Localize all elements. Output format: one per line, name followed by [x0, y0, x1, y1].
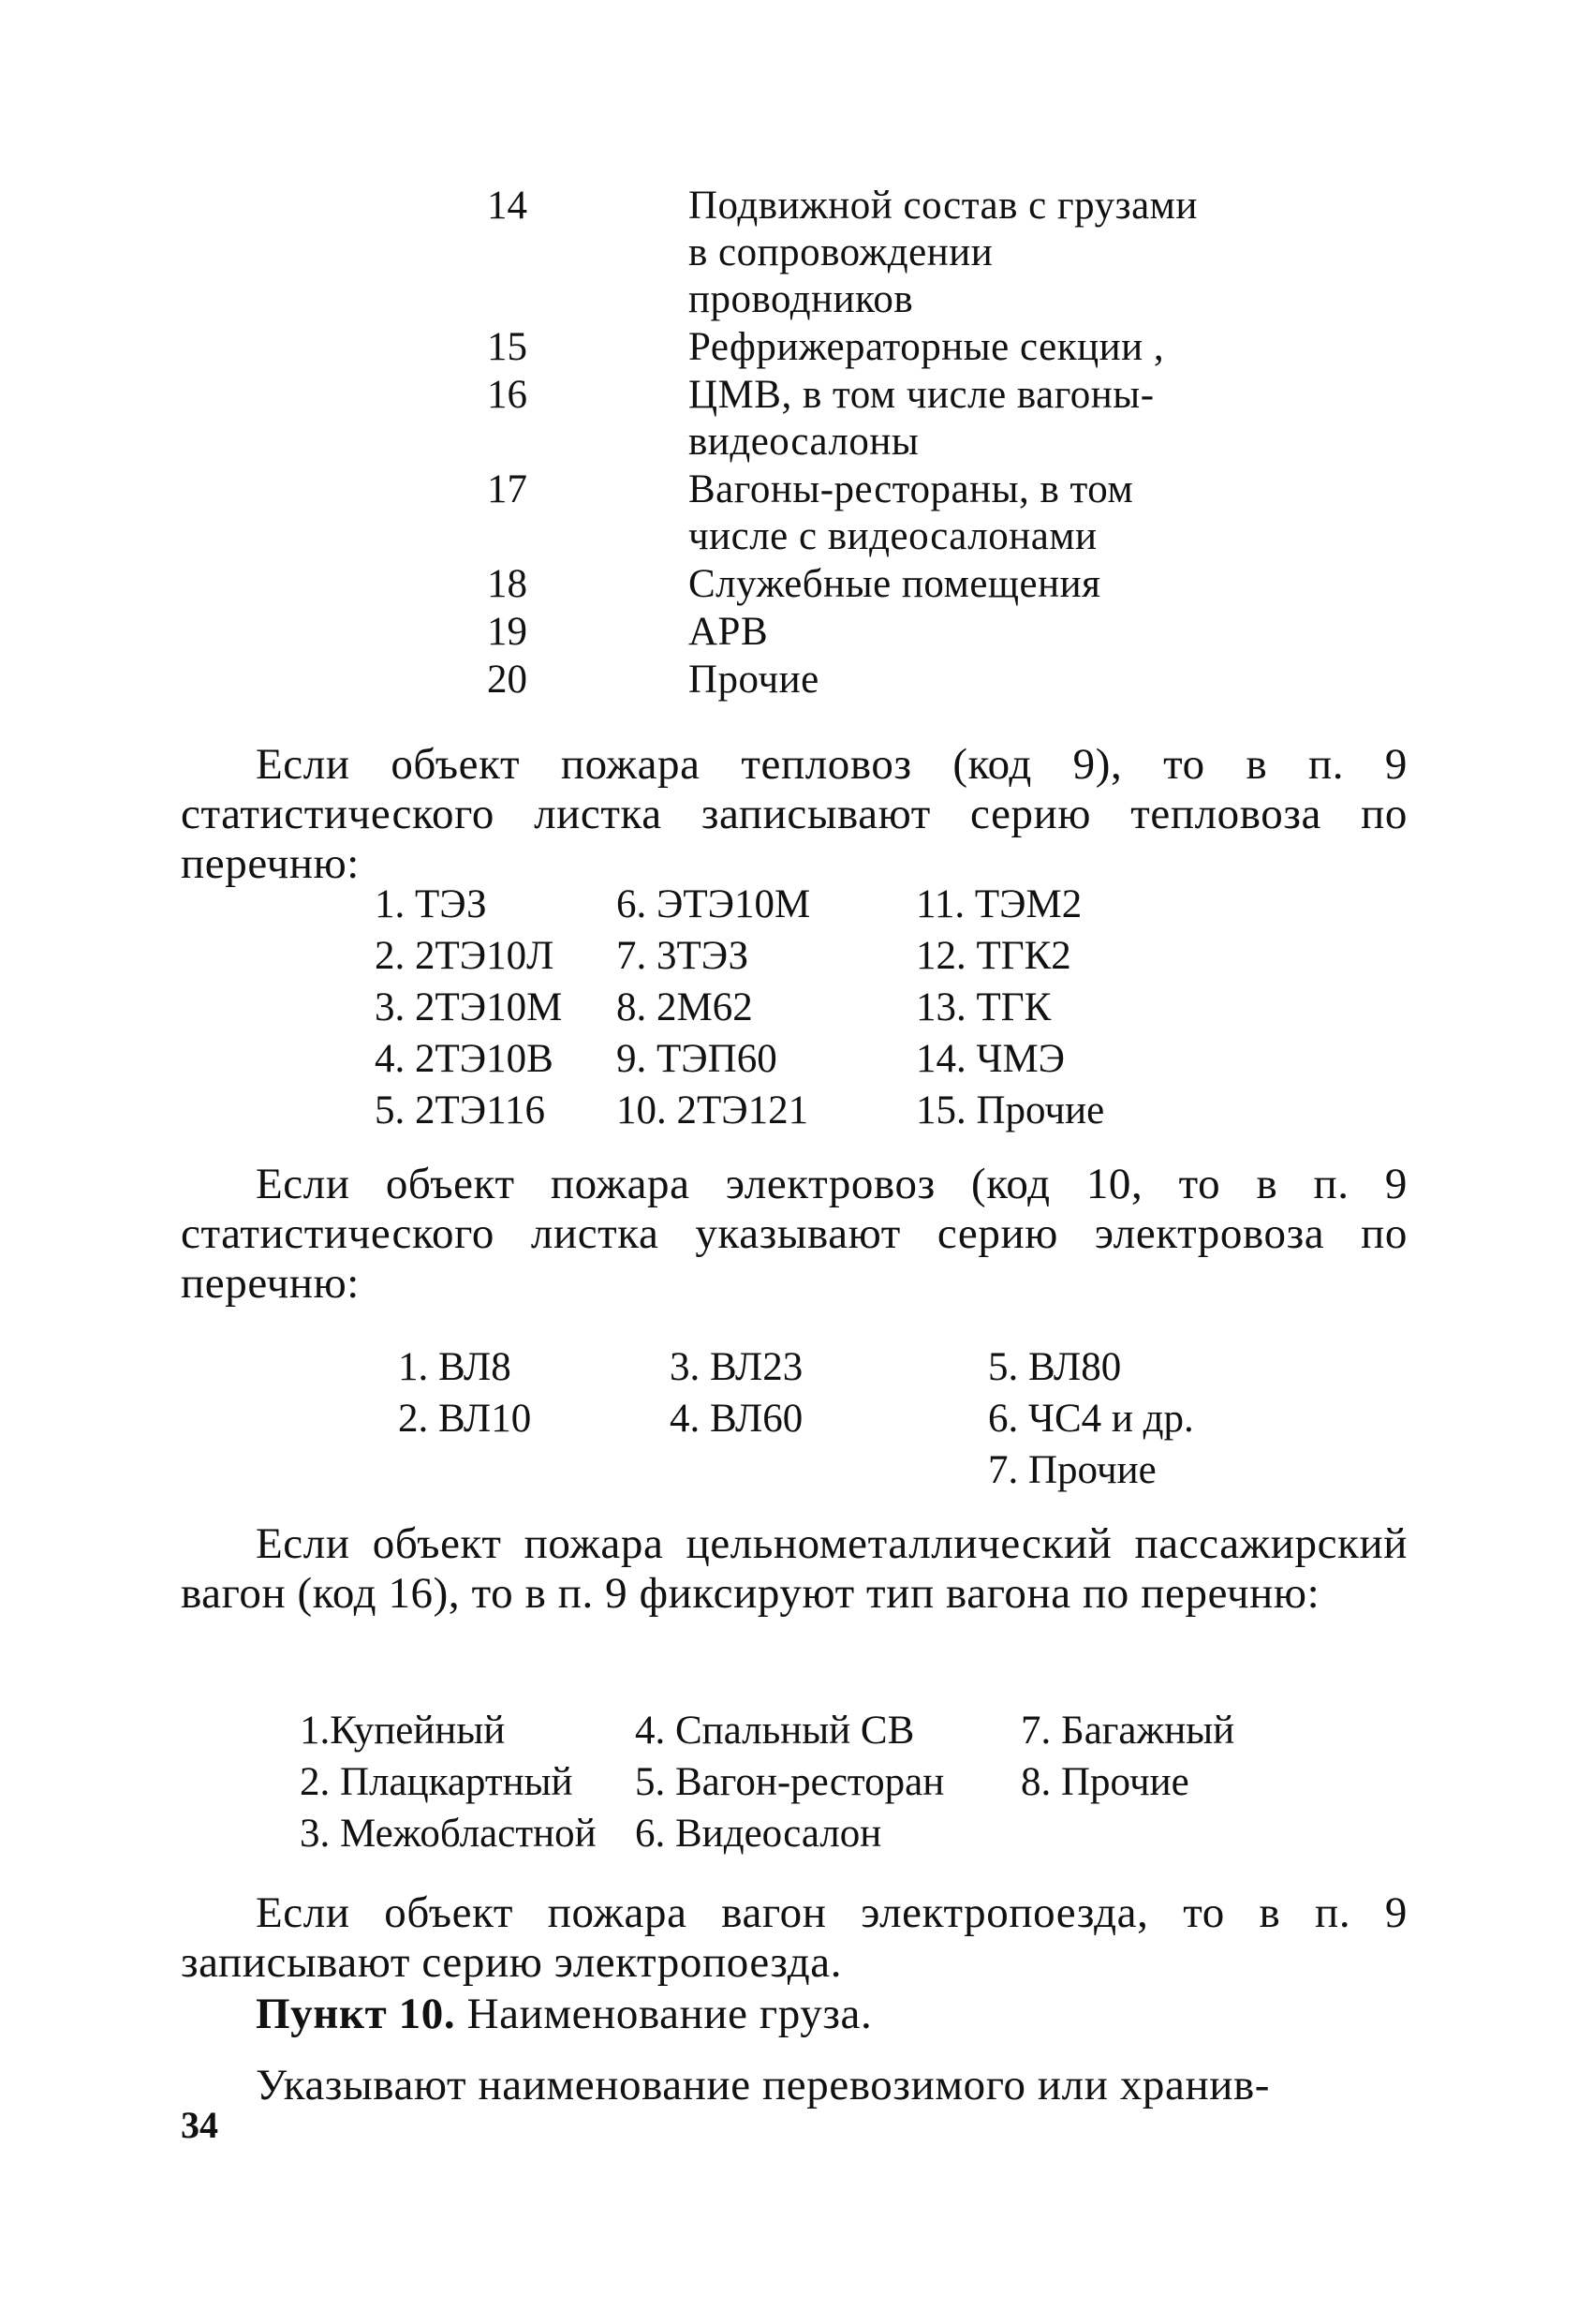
list-item: 6. ЭТЭ10М — [616, 882, 811, 926]
code-row — [487, 561, 1255, 608]
list-item: 5. Вагон-ресторан — [635, 1760, 945, 1804]
list-item: 4. ВЛ60 — [670, 1397, 804, 1441]
point-10-label: Пункт 10. — [256, 1990, 456, 2038]
code-number: 16 — [487, 373, 527, 417]
code-row — [487, 324, 1255, 371]
list-item: 5. ВЛ80 — [988, 1345, 1122, 1389]
list-item: 7. 3ТЭЗ — [616, 934, 749, 978]
code-row — [487, 183, 1255, 323]
list-item: 2. Плацкартный — [300, 1760, 573, 1804]
list-item: 2. ВЛ10 — [398, 1397, 532, 1441]
list-item — [398, 1444, 670, 1496]
code-number: 18 — [487, 562, 527, 606]
code-row — [487, 466, 1255, 560]
list-item: 2. 2ТЭ10Л — [375, 934, 554, 978]
list-item: 4. 2ТЭ10В — [375, 1037, 553, 1081]
point-10-text: Наименование груза. — [455, 1990, 873, 2038]
code-description: Подвижной состав с грузами в сопровождении проводников — [688, 184, 1198, 321]
diesel-series-list — [375, 879, 1197, 1136]
code-number: 14 — [487, 184, 527, 228]
code-row — [487, 657, 1255, 703]
list-item: 9. ТЭП60 — [616, 1037, 777, 1081]
list-item: 14. ЧМЭ — [916, 1037, 1066, 1081]
list-item: 5. 2ТЭ116 — [375, 1088, 546, 1132]
code-description: Служебные помещения — [688, 562, 1101, 606]
point-10-heading — [181, 1990, 1408, 2039]
paragraph-electric: Если объект пожара электровоз (код 10, то в п. 9 статистического листка указывают серию электровоза по перечню: — [181, 1160, 1408, 1308]
wagon-type-list — [300, 1705, 1302, 1859]
code-description: Рефрижераторные секции , — [688, 325, 1165, 369]
list-item: 1. ТЭЗ — [375, 882, 487, 926]
list-item: 3. ВЛ23 — [670, 1345, 804, 1389]
list-item: 11. ТЭМ2 — [916, 882, 1083, 926]
list-item: 6. Видеосалон — [635, 1812, 882, 1856]
code-description: Прочие — [688, 658, 819, 702]
list-item: 7. Багажный — [1021, 1709, 1235, 1753]
electric-series-list — [398, 1341, 1232, 1496]
list-item: 8. Прочие — [1021, 1760, 1189, 1804]
code-description: АРВ — [688, 610, 769, 654]
list-item — [670, 1444, 988, 1496]
list-item: 3. 2ТЭ10М — [375, 985, 563, 1029]
page-number: 34 — [181, 2104, 218, 2146]
list-item: 1. ВЛ8 — [398, 1345, 511, 1389]
list-item: 12. ТГК2 — [916, 934, 1071, 978]
paragraph-wagon: Если объект пожара цельнометаллический пассажирский вагон (код 16), то в п. 9 фиксируют тип вагона по перечню: — [181, 1519, 1408, 1618]
list-item: 7. Прочие — [988, 1448, 1157, 1492]
code-description: ЦМВ, в том числе вагоны-видеосалоны — [688, 373, 1155, 464]
object-code-table — [487, 183, 1255, 703]
code-row — [487, 372, 1255, 466]
code-description: Вагоны-рестораны, в том числе с видеосалонами — [688, 467, 1134, 558]
list-item: 15. Прочие — [916, 1088, 1105, 1132]
list-item: 3. Межобластной — [300, 1812, 597, 1856]
list-item: 1.Купейный — [300, 1709, 506, 1753]
code-number: 17 — [487, 467, 527, 511]
paragraph-last: Указывают наименование перевозимого или хранив- — [256, 2061, 1271, 2109]
paragraph-diesel: Если объект пожара тепловоз (код 9), то в п. 9 статистического листка записывают серию тепловоза по перечню: — [181, 740, 1408, 888]
code-number: 20 — [487, 658, 527, 702]
list-item: 8. 2М62 — [616, 985, 753, 1029]
list-item — [1021, 1808, 1302, 1859]
code-row — [487, 609, 1255, 656]
list-item: 10. 2ТЭ121 — [616, 1088, 809, 1132]
list-item: 13. ТГК — [916, 985, 1052, 1029]
paragraph-emu: Если объект пожара вагон электропоезда, то в п. 9 записывают серию электропоезда. — [181, 1888, 1408, 1987]
code-number: 15 — [487, 325, 527, 369]
list-item: 4. Спальный СВ — [635, 1709, 915, 1753]
list-item: 6. ЧС4 и др. — [988, 1397, 1194, 1441]
code-number: 19 — [487, 610, 527, 654]
